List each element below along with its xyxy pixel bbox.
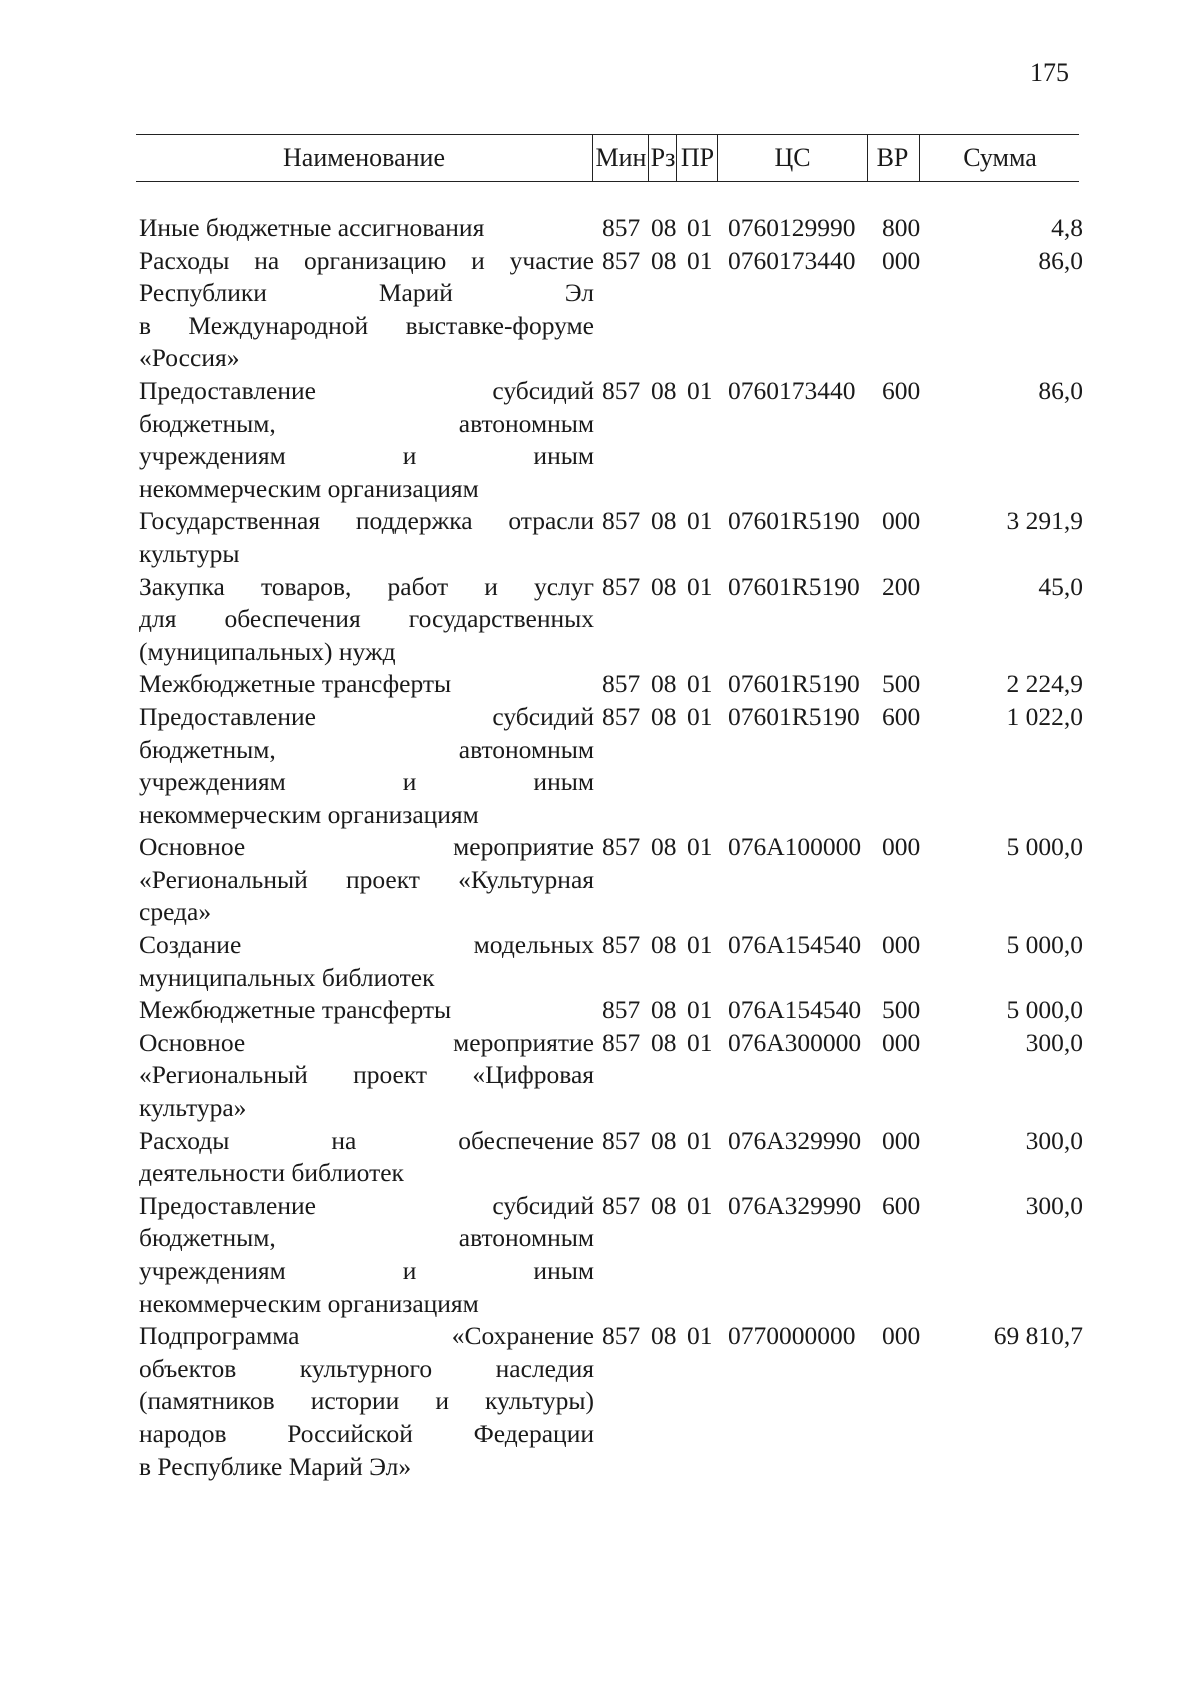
row-name-line: некоммерческим организациям xyxy=(139,1288,479,1318)
row-name-line: «Россия» xyxy=(139,343,240,373)
row-rz: 08 xyxy=(651,213,677,242)
row-rz: 08 xyxy=(651,571,677,601)
row-name-line: народов Российской Федерации xyxy=(139,1418,594,1448)
row-name-line: бюджетным, автономным xyxy=(139,408,594,438)
row-sum: 45,0 xyxy=(1038,571,1083,601)
row-name-line: бюджетным, автономным xyxy=(139,1223,594,1253)
row-name xyxy=(139,1190,594,1320)
row-sum: 300,0 xyxy=(1025,1125,1083,1155)
row-name-line: бюджетным, автономным xyxy=(139,734,594,764)
row-sum: 1 022,0 xyxy=(1006,701,1083,731)
row-vr: 600 xyxy=(882,375,921,405)
table-row xyxy=(139,1027,1089,1125)
row-rz: 08 xyxy=(651,245,677,275)
row-name-line: учреждениям и иным xyxy=(139,1256,594,1285)
row-min: 857 xyxy=(602,571,641,601)
row-cs: 076A329990 xyxy=(728,1125,862,1155)
table-row xyxy=(139,212,1089,245)
column-header-pr: ПР xyxy=(676,135,718,181)
row-pr: 01 xyxy=(687,375,713,405)
row-sum: 5 000,0 xyxy=(1006,832,1083,862)
row-name xyxy=(139,668,594,701)
column-header-min: Мин xyxy=(592,135,649,181)
row-min: 857 xyxy=(602,213,641,242)
row-rz: 08 xyxy=(651,1125,677,1155)
row-sum: 69 810,7 xyxy=(993,1321,1083,1351)
row-name-line: объектов культурного наследия xyxy=(139,1353,594,1383)
row-name-line: Подпрограмма «Сохранение xyxy=(139,1321,594,1351)
row-cs: 076A300000 xyxy=(728,1027,862,1057)
row-min: 857 xyxy=(602,1321,641,1351)
row-name-line: Межбюджетные трансферты xyxy=(139,669,452,699)
row-vr: 000 xyxy=(882,1321,921,1351)
table-row xyxy=(139,994,1089,1027)
table-row xyxy=(139,1320,1089,1483)
row-pr: 01 xyxy=(687,245,713,275)
row-pr: 01 xyxy=(687,213,713,242)
row-cs: 07601R5190 xyxy=(728,669,860,699)
row-name-line: «Региональный проект «Культурная xyxy=(139,864,594,894)
row-name-line: в Международной выставке-форуме xyxy=(139,310,594,340)
row-min: 857 xyxy=(602,245,641,275)
row-sum: 5 000,0 xyxy=(1006,930,1083,960)
row-name-line: Создание модельных xyxy=(139,930,594,960)
row-min: 857 xyxy=(602,375,641,405)
row-name-line: среда» xyxy=(139,897,212,927)
row-cs: 076A154540 xyxy=(728,930,862,960)
row-name xyxy=(139,701,594,831)
table-row xyxy=(139,701,1089,831)
row-name-line: Основное мероприятие xyxy=(139,1027,594,1057)
row-name xyxy=(139,1027,594,1125)
row-pr: 01 xyxy=(687,832,713,862)
row-name-line: Предоставление субсидий xyxy=(139,701,594,731)
column-header-rz: Рз xyxy=(648,135,677,181)
table-row xyxy=(139,831,1089,929)
row-name xyxy=(139,375,594,505)
row-name-line: Основное мероприятие xyxy=(139,832,594,862)
row-vr: 200 xyxy=(882,571,921,601)
row-name-line: Закупка товаров, работ и услуг xyxy=(139,571,594,601)
row-cs: 0770000000 xyxy=(728,1321,856,1351)
row-sum: 86,0 xyxy=(1038,375,1083,405)
row-rz: 08 xyxy=(651,375,677,405)
table-row xyxy=(139,375,1089,505)
row-sum: 5 000,0 xyxy=(1006,995,1083,1025)
row-name-line: деятельности библиотек xyxy=(139,1158,404,1188)
row-sum: 2 224,9 xyxy=(1006,669,1083,699)
row-pr: 01 xyxy=(687,571,713,601)
row-vr: 600 xyxy=(882,1190,921,1220)
row-pr: 01 xyxy=(687,1190,713,1220)
row-name-line: Расходы на организацию и участие xyxy=(139,245,594,275)
row-name-line: (муниципальных) нужд xyxy=(139,636,396,666)
row-vr: 000 xyxy=(882,1125,921,1155)
row-name-line: Межбюджетные трансферты xyxy=(139,995,452,1025)
row-name-line: (памятников истории и культуры) xyxy=(139,1386,594,1416)
row-cs: 076A100000 xyxy=(728,832,862,862)
row-cs: 07601R5190 xyxy=(728,571,860,601)
row-sum: 300,0 xyxy=(1025,1027,1083,1057)
row-pr: 01 xyxy=(687,930,713,960)
row-min: 857 xyxy=(602,1027,641,1057)
row-name xyxy=(139,994,594,1027)
row-vr: 000 xyxy=(882,506,921,536)
row-cs: 0760173440 xyxy=(728,245,856,275)
row-vr: 000 xyxy=(882,832,921,862)
row-min: 857 xyxy=(602,930,641,960)
table-row xyxy=(139,505,1089,570)
table-row xyxy=(139,1125,1089,1190)
row-pr: 01 xyxy=(687,1321,713,1351)
column-header-sum: Сумма xyxy=(963,143,1037,172)
row-min: 857 xyxy=(602,995,641,1025)
row-name xyxy=(139,831,594,929)
row-rz: 08 xyxy=(651,995,677,1025)
row-vr: 000 xyxy=(882,1027,921,1057)
row-pr: 01 xyxy=(687,669,713,699)
row-name-line: для обеспечения государственных xyxy=(139,604,594,634)
row-pr: 01 xyxy=(687,701,713,731)
row-cs: 0760129990 xyxy=(728,213,856,242)
row-cs: 07601R5190 xyxy=(728,701,860,731)
row-name-line: Предоставление субсидий xyxy=(139,1190,594,1220)
row-name-line: Государственная поддержка отрасли xyxy=(139,506,594,536)
row-name-line: «Региональный проект «Цифровая xyxy=(139,1060,594,1090)
row-sum: 300,0 xyxy=(1025,1190,1083,1220)
row-vr: 000 xyxy=(882,930,921,960)
row-name xyxy=(139,505,594,570)
row-cs: 076A329990 xyxy=(728,1190,862,1220)
row-pr: 01 xyxy=(687,1125,713,1155)
row-name-line: Предоставление субсидий xyxy=(139,375,594,405)
row-rz: 08 xyxy=(651,1190,677,1220)
row-name-line: в Республике Марий Эл» xyxy=(139,1451,412,1481)
table-row xyxy=(139,929,1089,994)
budget-table-body xyxy=(139,212,1089,1483)
row-name xyxy=(139,571,594,669)
row-min: 857 xyxy=(602,701,641,731)
row-rz: 08 xyxy=(651,1027,677,1057)
row-rz: 08 xyxy=(651,506,677,536)
table-row xyxy=(139,245,1089,375)
row-name-line: Республики Марий Эл xyxy=(139,278,594,308)
row-vr: 500 xyxy=(882,669,921,699)
row-cs: 076A154540 xyxy=(728,995,862,1025)
row-rz: 08 xyxy=(651,930,677,960)
row-pr: 01 xyxy=(687,1027,713,1057)
row-cs: 0760173440 xyxy=(728,375,856,405)
row-pr: 01 xyxy=(687,995,713,1025)
row-sum: 4,8 xyxy=(1051,213,1083,242)
row-min: 857 xyxy=(602,1190,641,1220)
page-number: 175 xyxy=(1030,58,1069,87)
row-vr: 600 xyxy=(882,701,921,731)
row-min: 857 xyxy=(602,506,641,536)
row-min: 857 xyxy=(602,669,641,699)
table-row xyxy=(139,1190,1089,1320)
row-name-line: культура» xyxy=(139,1093,247,1123)
row-name-line: некоммерческим организациям xyxy=(139,799,479,829)
row-name xyxy=(139,1320,594,1483)
row-sum: 3 291,9 xyxy=(1006,506,1083,536)
table-header xyxy=(136,134,1079,182)
column-header-cs: ЦС xyxy=(717,135,868,181)
row-name xyxy=(139,1125,594,1190)
row-min: 857 xyxy=(602,832,641,862)
row-pr: 01 xyxy=(687,506,713,536)
row-name xyxy=(139,212,594,245)
row-name-line: учреждениям и иным xyxy=(139,767,594,797)
row-rz: 08 xyxy=(651,669,677,699)
row-name-line: учреждениям и иным xyxy=(139,441,594,471)
row-name-line: некоммерческим организациям xyxy=(139,473,479,503)
row-sum: 86,0 xyxy=(1038,245,1083,275)
row-vr: 000 xyxy=(882,245,921,275)
column-header-name: Наименование xyxy=(283,143,445,172)
column-header-vr: ВР xyxy=(866,135,920,181)
row-name xyxy=(139,245,594,375)
row-vr: 500 xyxy=(882,995,921,1025)
row-rz: 08 xyxy=(651,832,677,862)
table-row xyxy=(139,571,1089,669)
row-min: 857 xyxy=(602,1125,641,1155)
row-cs: 07601R5190 xyxy=(728,506,860,536)
row-name-line: муниципальных библиотек xyxy=(139,962,435,992)
row-name-line: Расходы на обеспечение xyxy=(139,1125,594,1155)
row-name xyxy=(139,929,594,994)
row-vr: 800 xyxy=(882,213,921,242)
row-rz: 08 xyxy=(651,701,677,731)
table-row xyxy=(139,668,1089,701)
row-name-line: Иные бюджетные ассигнования xyxy=(139,213,485,242)
row-rz: 08 xyxy=(651,1321,677,1351)
row-name-line: культуры xyxy=(139,538,240,568)
